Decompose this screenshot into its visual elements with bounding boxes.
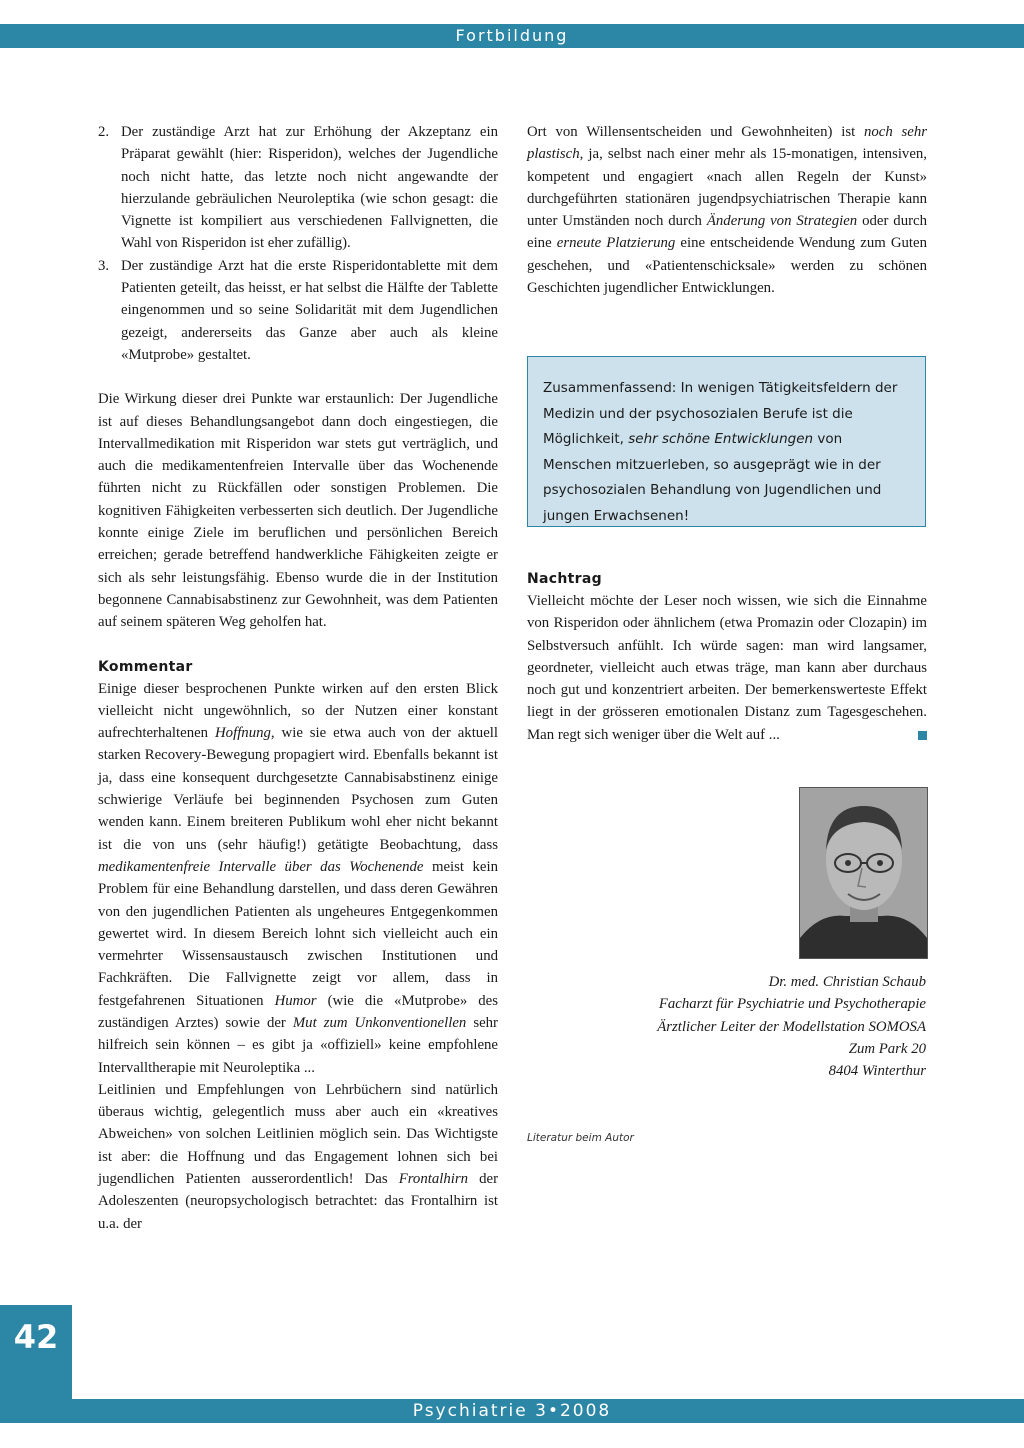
right-column-continuation: [527, 121, 927, 299]
author-photo-image: [800, 788, 927, 958]
leitlinien-paragraph: Leitlinien und Empfehlungen von Lehrbüchern sind natürlich überaus wichtig, gelegentlich muss aber auch ein «kreatives Abweichen» von solchen Leitlinien möglich sein. Das Wichtigste ist aber: die Hoffnung und das Engagement lohnen sich bei jugendlichen Patienten ausserordentlich! Das Frontalhirn der Adoleszenten (neuropsychologisch betrachtet: das Frontalhirn ist u.a. der: [98, 1081, 498, 1232]
section-title: Fortbildung: [455, 26, 569, 45]
end-of-article-square-icon: [918, 731, 927, 740]
author-street: Zum Park 20: [848, 1040, 926, 1057]
kommentar-heading: Kommentar: [98, 658, 193, 675]
list-item: [98, 121, 498, 255]
nachtrag-paragraph: Vielleicht möchte der Leser noch wissen, wie sich die Einnahme von Risperidon oder ähnlichem (etwa Promazin oder Clozapin) im Selbstversuch anfühlt. Ich würde sagen: man wird langsamer, geordneter, vielleicht auch etwas träge, man kann aber durchaus noch gut und konzentriert arbeiten. Der bemerkenswerteste Effekt liegt in der grösseren emotionalen Distanz zum Tagesgeschehen. Man regt sich weniger über die Welt auf ...: [527, 593, 927, 743]
author-signature: [540, 971, 926, 1082]
list-text: Der zuständige Arzt hat zur Erhöhung der Akzeptanz ein Präparat gewählt (hier: Risperidon), welches der Jugendliche noch nicht hatte, das letzte noch nicht angewandte der hierzulande gebräulichen Neuroleptika (wie schon gesagt: die Vignette ist kompiliert aus verschiedenen Fallvignetten, die Wahl von Risperidon ist eher zufällig).: [121, 124, 498, 252]
summary-text: Zusammenfassend: In wenigen Tätigkeitsfeldern der Medizin und der psychosozialen Berufe ist die Möglichkeit, sehr schöne Entwicklungen von Menschen mitzuerleben, so ausgeprägt wie in der psychosozialen Behandlung von Jugendlichen und jungen Erwachsenen!: [543, 380, 898, 524]
list-text: Der zuständige Arzt hat die erste Risperidontablette mit dem Patienten geteilt, das heisst, er hat selbst die Hälfte der Tablette eingenommen und so seine Solidarität mit dem Jugendlichen gezeigt, andererseits das Ganze aber auch als kleine «Mutprobe» gestaltet.: [121, 257, 498, 363]
continuation-paragraph: Ort von Willensentscheiden und Gewohnheiten) ist noch sehr plastisch, ja, selbst nach einer mehr als 15-monatigen, intensiven, kompetent und engagiert «nach allen Regeln der Kunst» durchgeführten stationären jugendpsychiatrischen Therapie kann unter Umständen noch durch Änderung von Strategien oder durch eine erneute Platzierung eine entscheidende Wendung zum Guten geschehen, und «Patientenschicksale» werden zu schönen Geschichten jugendlicher Entwicklungen.: [527, 124, 928, 297]
author-name: Dr. med. Christian Schaub: [768, 974, 926, 990]
nachtrag-section: [527, 568, 927, 746]
page-number: 42: [0, 1305, 72, 1399]
list-number: 2.: [98, 124, 110, 140]
journal-footer: [0, 1399, 1024, 1423]
results-paragraph: Die Wirkung dieser drei Punkte war erstaunlich: Der Jugendliche ist auf dieses Behandlungsangebot dann doch eingestiegen, die Intervallmedikation mit Risperidon war stets gut verträglich, und auch die medikamentenfreien Intervalle über das Wochenende führten nicht zu Rückfällen oder sonstigen Problemen. Die kognitiven Fähigkeiten verbesserten sich deutlich. Der Jugendliche konnte einige Ziele im beruflichen und persönlichen Bereich erreichen; gerade betreffend handwerkliche Fähigkeiten zeigte er sich als sehr leistungsfähig. Ebenso wurde die in der Institution begonnene Cannabisabstinenz zur Gewohnheit, was dem Patienten auf seinem späteren Weg geholfen hat.: [98, 391, 498, 631]
author-position: Ärztlicher Leiter der Modellstation SOMOSA: [657, 1018, 926, 1035]
list-number: 3.: [98, 257, 110, 274]
nachtrag-heading: Nachtrag: [527, 571, 602, 587]
list-item: [98, 255, 498, 366]
left-column: [98, 121, 498, 1235]
author-title: Facharzt für Psychiatrie und Psychotherapie: [658, 996, 926, 1013]
literature-note: Literatur beim Autor: [527, 1132, 634, 1144]
numbered-list: [98, 121, 498, 366]
summary-box: [527, 356, 926, 527]
kommentar-paragraph: Einige dieser besprochenen Punkte wirken auf den ersten Blick vielleicht nicht ungewöhnlich, so der Nutzen einer konstant aufrechterhaltenen Hoffnung, wie sie etwa auch von der aktuell starken Recovery-Bewegung propagiert wird. Ebenfalls bekannt ist ja, dass eine konsequent durchgesetzte Cannabisabstinenz einige schwierige Verläufe bei beginnenden Psychosen zum Guten wenden kann. Einem breiteren Publikum wohl eher nicht bekannt ist die von uns (sehr häufig!) getätigte Beobachtung, dass medikamentenfreie Intervalle über das Wochenende meist kein Problem für eine Behandlung darstellen, und dass deren Gewähren von den jugendlichen Patienten als ungeheures Entgegenkommen gewertet wird. In diesem Bereich lohnt sich vielleicht auch ein vermehrter Wissensaustausch zwischen Institutionen und Fachkräften. Die Fallvignette zeigt vor allem, dass in festgefahrenen Situationen Humor (wie die «Mutprobe» des zuständigen Arztes) sowie der Mut zum Unkonventionellen sehr hilfreich sein können – es gibt ja «offiziell» keine empfohlene Intervalltherapie mit Neuroleptika ...: [98, 680, 499, 1076]
author-city: 8404 Winterthur: [828, 1063, 926, 1080]
journal-title: Psychiatrie 3•2008: [412, 1401, 612, 1421]
section-header: [0, 24, 1024, 48]
author-portrait: [799, 787, 928, 959]
